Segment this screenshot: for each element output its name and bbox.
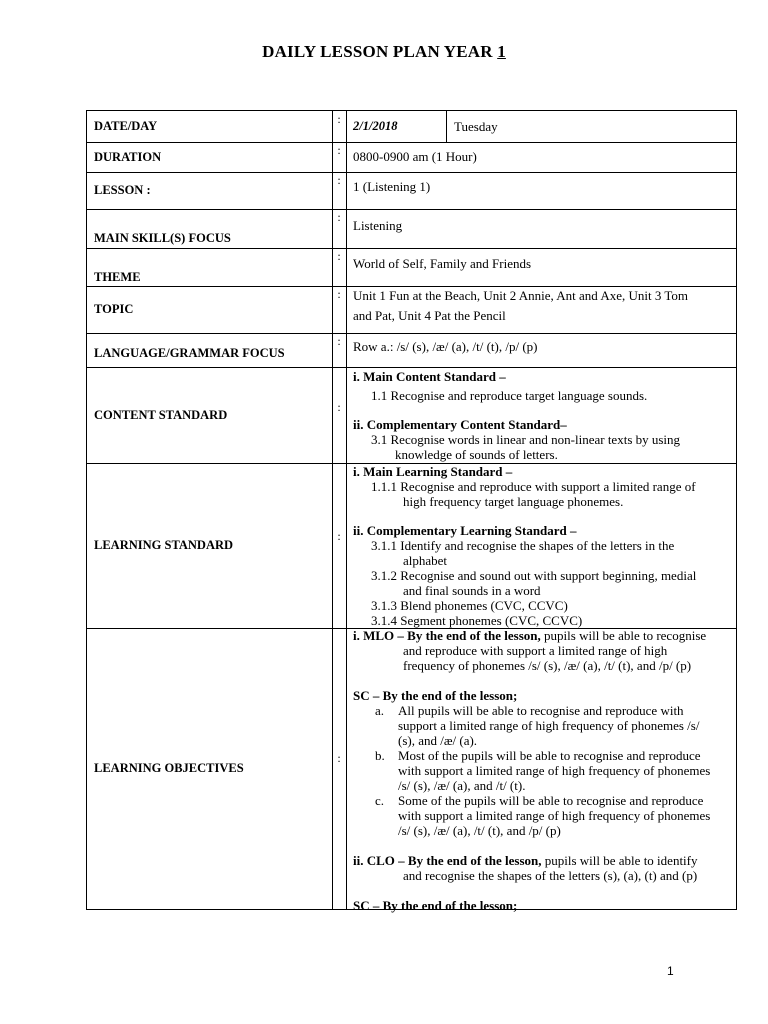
colon: :	[337, 112, 341, 126]
content-standard-value	[353, 369, 733, 462]
mlo-text: pupils will be able to recognise	[540, 628, 707, 643]
colon: :	[337, 400, 341, 414]
main-content-item: 1.1 Recognise and reproduce target language sounds.	[371, 388, 648, 403]
colon: :	[337, 751, 341, 765]
complementary-learning-item: 3.1.4 Segment phonemes (CVC, CCVC)	[371, 613, 583, 628]
date-day-label: DATE/DAY	[94, 119, 158, 133]
complementary-learning-item: alphabet	[403, 553, 448, 568]
main-learning-item: 1.1.1 Recognise and reproduce with support a limited range of	[371, 479, 696, 494]
date-day-divider	[446, 111, 447, 142]
page-title: DAILY LESSON PLAN YEAR 1	[262, 42, 506, 61]
page-number: 1	[667, 964, 674, 978]
learning-objectives-label: LEARNING OBJECTIVES	[94, 761, 244, 775]
day-value: Tuesday	[454, 119, 498, 134]
complementary-learning-item: and final sounds in a word	[403, 583, 541, 598]
duration-label: DURATION	[94, 149, 162, 164]
complementary-content-item: knowledge of sounds of letters.	[395, 447, 558, 462]
complementary-learning-item: 3.1.2 Recognise and sound out with support beginning, medial	[371, 568, 697, 583]
colon: :	[337, 210, 341, 224]
language-focus-label: LANGUAGE/GRAMMAR FOCUS	[94, 345, 285, 360]
colon: :	[337, 143, 341, 157]
clo-text: and recognise the shapes of the letters (s), (a), (t) and (p)	[403, 868, 698, 883]
main-content-heading: i. Main Content Standard –	[353, 369, 506, 384]
complementary-learning-item: 3.1.1 Identify and recognise the shapes of the letters in the	[371, 538, 675, 553]
learning-objectives-value	[353, 628, 733, 913]
mlo-text: frequency of phonemes /s/ (s), /æ/ (a), /t/ (t), and /p/ (p)	[403, 658, 692, 673]
clo-text: pupils will be able to identify	[541, 853, 698, 868]
year-number: 1	[497, 42, 506, 61]
colon: :	[337, 249, 341, 263]
learning-standard-value	[353, 464, 733, 628]
topic-value	[353, 286, 688, 326]
complementary-content-item: 3.1 Recognise words in linear and non-linear texts by using	[371, 432, 681, 447]
complementary-learning-item: 3.1.3 Blend phonemes (CVC, CCVC)	[371, 598, 568, 613]
sc-item-line: with support a limited range of high frequency of phonemes	[398, 808, 711, 823]
sc-item-line: support a limited range of high frequency of phonemes /s/	[398, 718, 700, 733]
complementary-content-heading: ii. Complementary Content Standard–	[353, 417, 567, 432]
colon: :	[337, 287, 341, 301]
lesson-plan-table	[86, 110, 737, 913]
colon: :	[337, 173, 341, 187]
sc-marker: c.	[375, 793, 385, 808]
colon: :	[337, 334, 341, 348]
sc-item-line: All pupils will be able to recognise and reproduce with	[398, 703, 684, 718]
sc-item-line: with support a limited range of high frequency of phonemes	[398, 763, 711, 778]
sc-heading: SC – By the end of the lesson;	[353, 898, 518, 913]
mlo-text: and reproduce with support a limited range of high	[403, 643, 668, 658]
sc-item-line: Most of the pupils will be able to recognise and reproduce	[398, 748, 701, 763]
mlo-heading: i. MLO – By the end of the lesson,	[353, 628, 541, 643]
main-learning-item: high frequency target language phonemes.	[403, 494, 624, 509]
sc-item	[353, 703, 733, 748]
sc-item-line: Some of the pupils will be able to recognise and reproduce	[398, 793, 704, 808]
date-value: 2/1/2018	[353, 119, 398, 133]
learning-standard-label: LEARNING STANDARD	[94, 538, 234, 552]
sc-heading: SC – By the end of the lesson;	[353, 688, 518, 703]
sc-list	[353, 703, 733, 838]
content-standard-label: CONTENT STANDARD	[94, 407, 228, 422]
lesson-label: LESSON :	[94, 183, 151, 197]
column-divider-1	[332, 111, 333, 909]
sc-item	[353, 793, 733, 838]
topic-line: and Pat, Unit 4 Pat the Pencil	[353, 308, 506, 323]
sc-item	[353, 748, 733, 793]
sc-item-line: (s), and /æ/ (a).	[398, 733, 478, 748]
complementary-learning-heading: ii. Complementary Learning Standard –	[353, 523, 577, 538]
colon: :	[337, 529, 341, 543]
sc-item-line: /s/ (s), /æ/ (a), /t/ (t), and /p/ (p)	[398, 823, 561, 838]
main-learning-heading: i. Main Learning Standard –	[353, 464, 513, 479]
duration-value: 0800-0900 am (1 Hour)	[353, 149, 477, 164]
sc-marker: b.	[375, 748, 385, 763]
topic-line: Unit 1 Fun at the Beach, Unit 2 Annie, Ant and Axe, Unit 3 Tom	[353, 288, 689, 303]
lesson-value: 1 (Listening 1)	[353, 179, 431, 194]
column-divider-2	[346, 111, 347, 909]
theme-label: THEME	[94, 269, 141, 284]
theme-value: World of Self, Family and Friends	[353, 256, 532, 271]
sc-item-line: /s/ (s), /æ/ (a), and /t/ (t).	[398, 778, 526, 793]
topic-label: TOPIC	[94, 302, 134, 316]
language-focus-value: Row a.: /s/ (s), /æ/ (a), /t/ (t), /p/ (p)	[353, 339, 538, 354]
main-skill-label: MAIN SKILL(S) FOCUS	[94, 231, 231, 245]
sc-marker: a.	[375, 703, 385, 718]
clo-heading: ii. CLO – By the end of the lesson,	[353, 853, 542, 868]
main-skill-value: Listening	[353, 218, 403, 233]
